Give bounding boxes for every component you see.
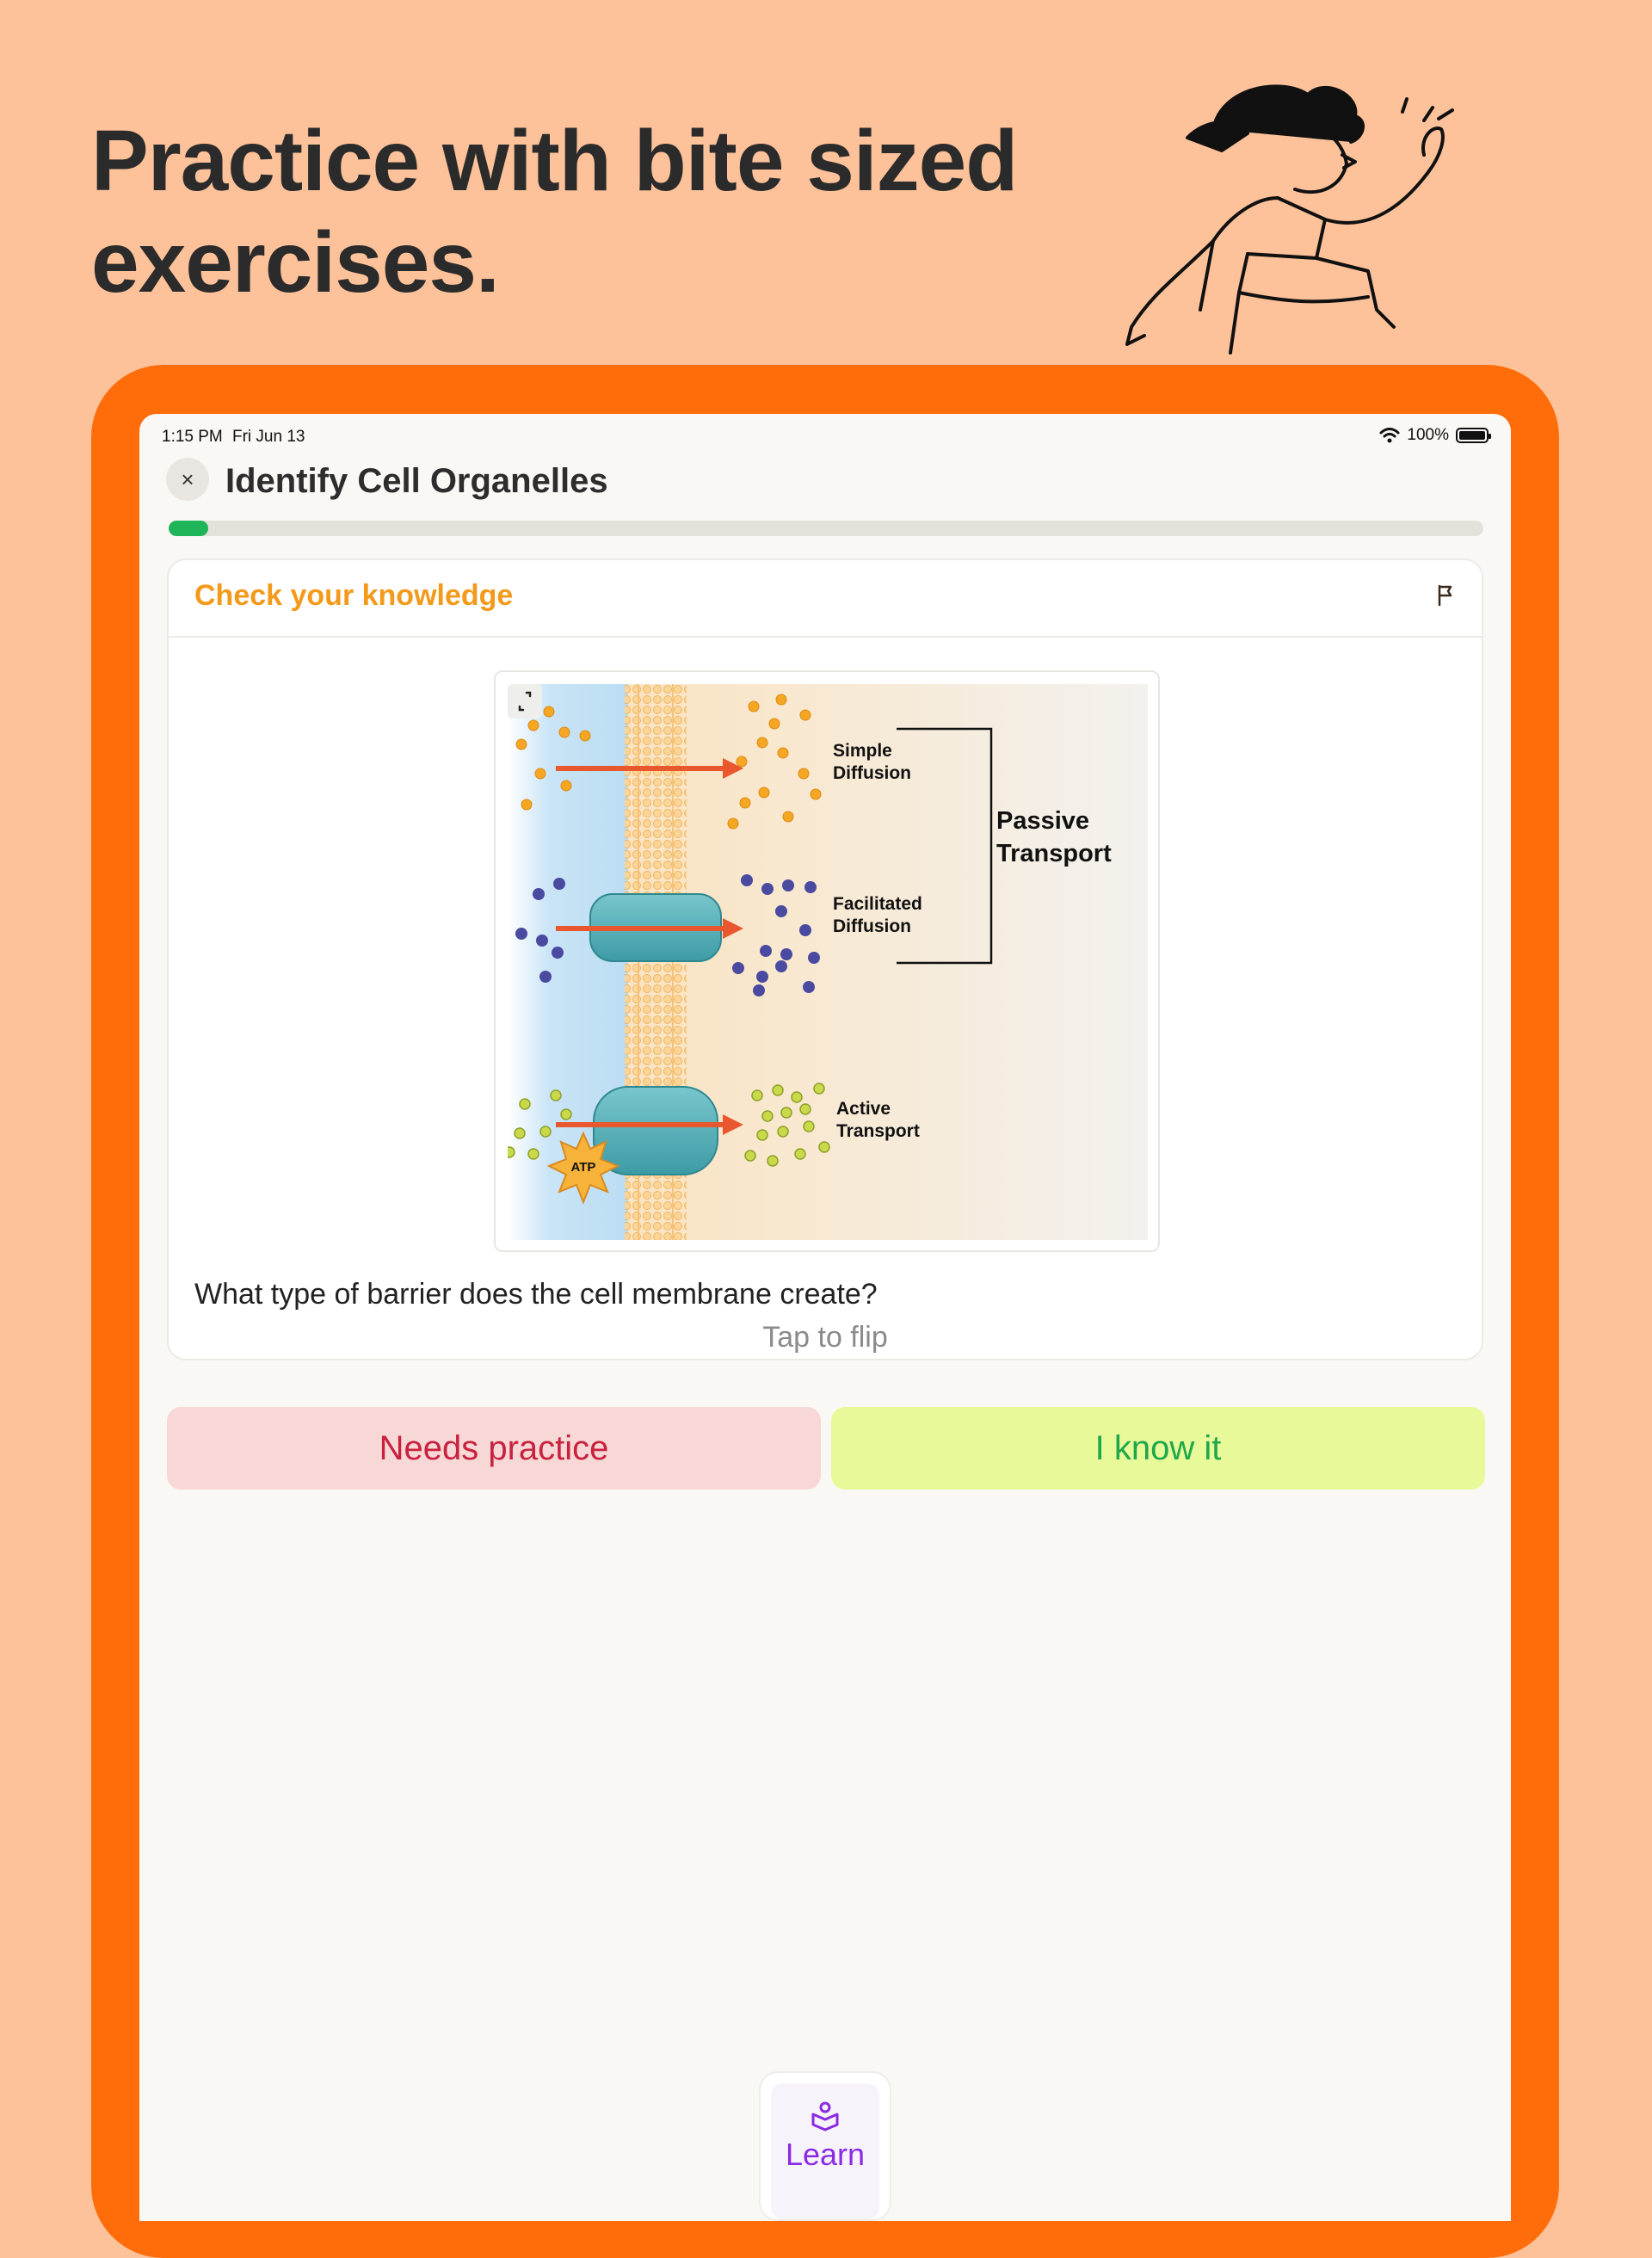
i-know-it-button[interactable]: I know it	[831, 1407, 1485, 1490]
lesson-progress-bar	[169, 521, 1483, 536]
flashcard[interactable]	[167, 558, 1483, 1360]
membrane-transport-figure[interactable]	[494, 670, 1160, 1252]
card-header	[169, 560, 1482, 638]
carrier-protein	[594, 1087, 718, 1175]
hero-headline-line2: exercises.	[91, 214, 499, 311]
app-screen	[139, 414, 1511, 2221]
status-right	[1379, 426, 1489, 445]
atp-label: ATP	[570, 1160, 596, 1175]
lesson-title: Identify Cell Organelles	[225, 462, 608, 500]
battery-percent: 100%	[1407, 426, 1449, 444]
battery-icon	[1456, 428, 1489, 443]
hero-headline	[91, 110, 1106, 313]
facilitated-diffusion-label-2: Diffusion	[833, 916, 911, 936]
bottom-tab-bar	[761, 2073, 890, 2219]
facilitated-diffusion-label-1: Facilitated	[833, 894, 922, 914]
simple-diffusion-label-2: Diffusion	[833, 763, 911, 783]
tab-learn[interactable]	[771, 2083, 879, 2219]
close-button[interactable]: ×	[166, 458, 209, 501]
tap-to-flip-hint[interactable]: Tap to flip	[762, 1321, 888, 1354]
active-transport-label-2: Transport	[836, 1121, 920, 1141]
status-date: Fri Jun 13	[232, 428, 305, 446]
status-time: 1:15 PM	[162, 428, 223, 446]
book-person-icon	[808, 2097, 842, 2132]
active-transport-label-1: Active	[836, 1099, 891, 1119]
passive-transport-label-1: Passive	[996, 807, 1090, 835]
needs-practice-button[interactable]: Needs practice	[167, 1407, 821, 1490]
tab-learn-label: Learn	[785, 2137, 866, 2172]
passive-transport-label-2: Transport	[996, 840, 1112, 867]
card-title: Check your knowledge	[194, 579, 514, 612]
running-person-illustration	[1110, 69, 1489, 370]
lesson-progress-fill	[169, 521, 208, 536]
simple-diffusion-label-1: Simple	[833, 741, 892, 761]
flag-icon[interactable]	[1432, 583, 1458, 608]
expand-icon[interactable]	[508, 684, 542, 719]
status-bar	[162, 421, 1489, 455]
wifi-icon	[1379, 427, 1400, 444]
transport-diagram	[508, 684, 1148, 1240]
hero-headline-line1: Practice with bite sized	[91, 113, 1018, 209]
card-question: What type of barrier does the cell membrane create?	[194, 1278, 878, 1311]
